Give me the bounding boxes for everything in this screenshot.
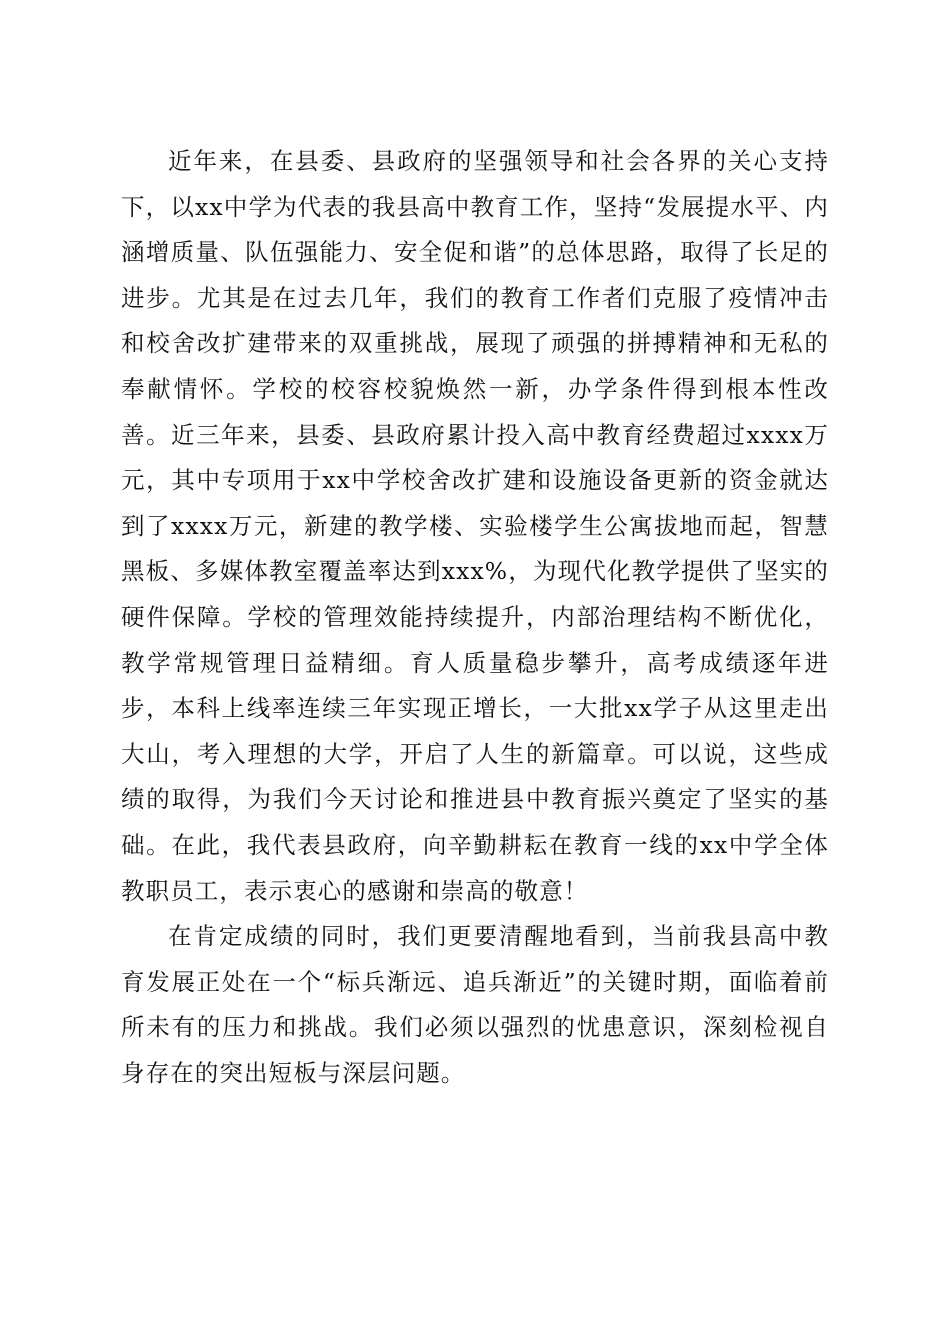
document-body [121, 139, 829, 1096]
paragraph-achievements: 近年来，在县委、县政府的坚强领导和社会各界的关心支持下，以xx中学为代表的我县高中教育工作，坚持“发展提水平、内涵增质量、队伍强能力、安全促和谐”的总体思路，取得了长足的进步。尤其是在过去几年，我们的教育工作者们克服了疫情冲击和校舍改扩建带来的双重挑战，展现了顽强的拼搏精神和无私的奉献情怀。学校的校容校貌焕然一新，办学条件得到根本性改善。近三年来，县委、县政府累计投入高中教育经费超过xxxx万元，其中专项用于xx中学校舍改扩建和设施设备更新的资金就达到了xxxx万元，新建的教学楼、实验楼学生公寓拔地而起，智慧黑板、多媒体教室覆盖率达到xxx%，为现代化教学提供了坚实的硬件保障。学校的管理效能持续提升，内部治理结构不断优化，教学常规管理日益精细。育人质量稳步攀升，高考成绩逐年进步，本科上线率连续三年实现正增长，一大批xx学子从这里走出大山，考入理想的大学，开启了人生的新篇章。可以说，这些成绩的取得，为我们今天讨论和推进县中教育振兴奠定了坚实的基础。在此，我代表县政府，向辛勤耕耘在教育一线的xx中学全体教职员工，表示衷心的感谢和崇高的敬意！ [121, 147, 829, 905]
paragraph-challenges: 在肯定成绩的同时，我们更要清醒地看到，当前我县高中教育发展正处在一个“标兵渐远、追兵渐近”的关键时期，面临着前所未有的压力和挑战。我们必须以强烈的忧患意识，深刻检视自身存在的突出短板与深层问题。 [121, 922, 829, 1087]
